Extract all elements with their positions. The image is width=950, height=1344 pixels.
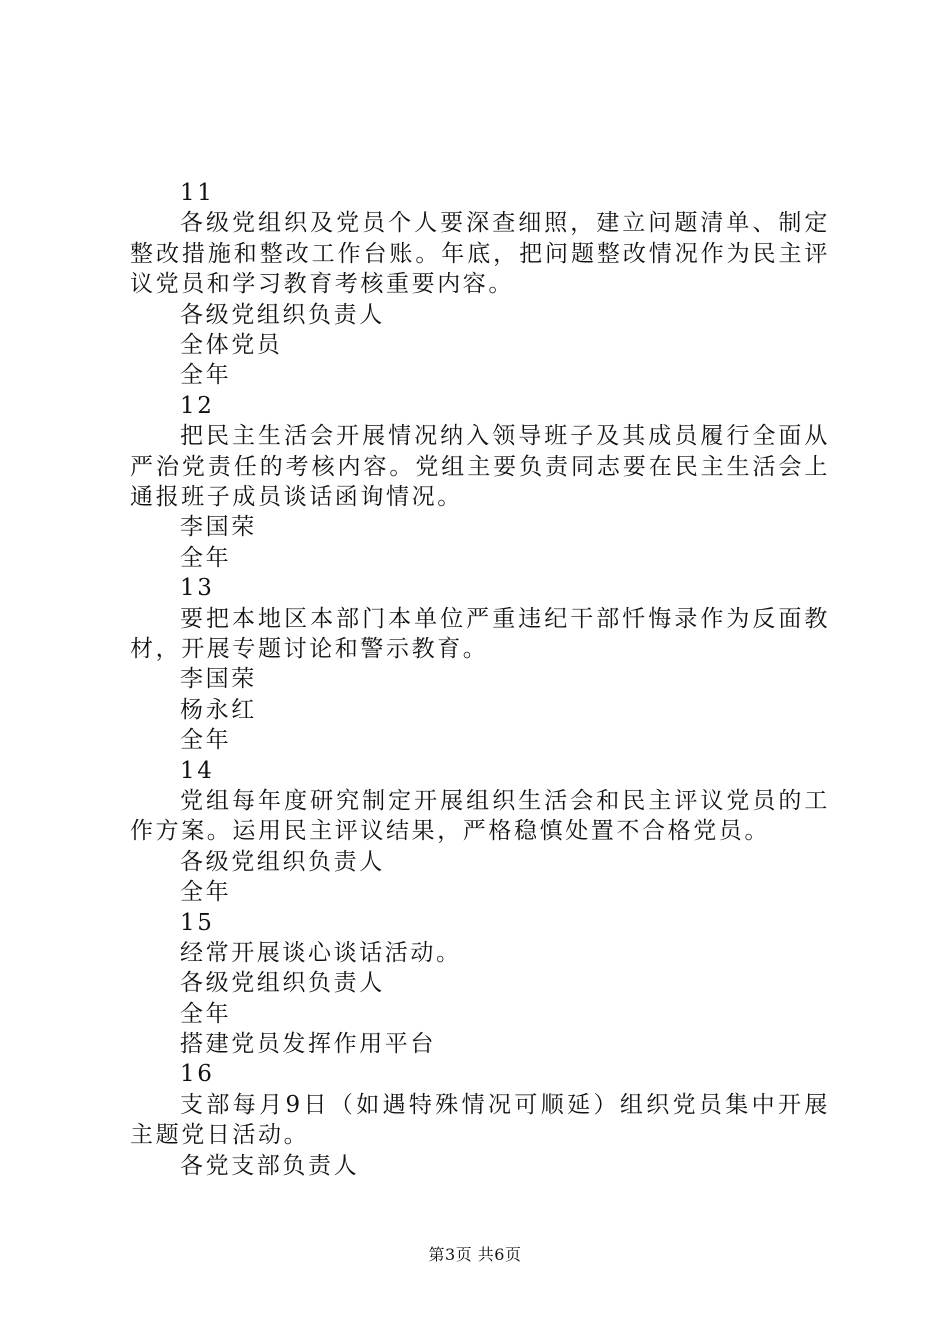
- item-responsible: 李国荣: [180, 666, 257, 693]
- item-text: 把民主生活会开展情况纳入领导班子及其成员履行全面从严治党责任的考核内容。党组主要负责同志要在民主生活会上通报班子成员谈话函询情况。: [130, 423, 830, 510]
- item-number: 13: [180, 575, 215, 602]
- item-responsible: 杨永红: [180, 696, 257, 723]
- document-body: [130, 178, 830, 1181]
- item-text: 经常开展谈心谈话活动。: [180, 939, 462, 966]
- item-text: 支部每月9日（如遇特殊情况可顺延）组织党员集中开展主题党日活动。: [130, 1091, 830, 1149]
- page-footer: 第3页 共6页: [428, 1245, 522, 1264]
- item-number: 11: [180, 180, 215, 206]
- item-period: 全年: [180, 544, 232, 571]
- item-period: 全年: [180, 1000, 232, 1027]
- item-period: 全年: [180, 727, 232, 754]
- item-text: 要把本地区本部门本单位严重违纪干部忏悔录作为反面教材，开展专题讨论和警示教育。: [130, 605, 830, 662]
- item-number: 15: [180, 909, 215, 936]
- item-responsible: 各级党组织负责人: [180, 970, 385, 997]
- item-responsible: 全体党员: [180, 332, 283, 358]
- item-text: 各级党组织及党员个人要深查细照，建立问题清单、制定整改措施和整改工作台账。年底，把问题整改情况作为民主评议党员和学习教育考核重要内容。: [130, 210, 830, 298]
- item-number: 14: [180, 757, 215, 784]
- item-responsible: 各级党组织负责人: [180, 848, 385, 875]
- item-number: 16: [180, 1061, 215, 1088]
- item-responsible: 李国荣: [180, 514, 257, 541]
- item-number: 12: [180, 392, 215, 419]
- item-responsible: 各级党组织负责人: [180, 301, 385, 328]
- item-responsible: 各党支部负责人: [180, 1152, 360, 1179]
- section-heading: 搭建党员发挥作用平台: [180, 1031, 436, 1058]
- item-period: 全年: [180, 879, 232, 906]
- item-text: 党组每年度研究制定开展组织生活会和民主评议党员的工作方案。运用民主评议结果，严格稳慎处置不合格党员。: [130, 787, 830, 845]
- item-period: 全年: [180, 362, 232, 389]
